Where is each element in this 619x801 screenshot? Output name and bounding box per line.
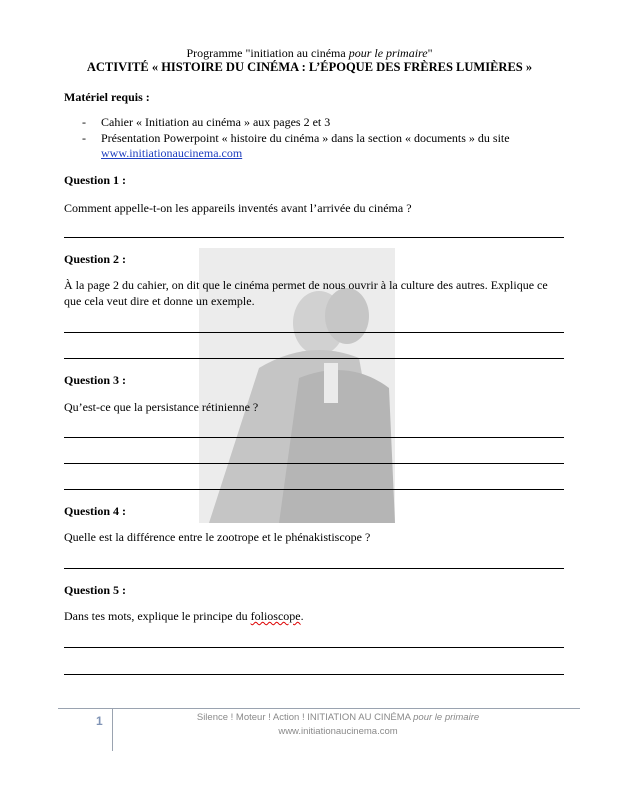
question-1-label: Question 1 : [64, 173, 127, 187]
question-1-text: Comment appelle-t-on les appareils inventés avant l’arrivée du cinéma ? [64, 201, 412, 215]
question-4-label: Question 4 : [64, 504, 127, 518]
question-2-text: À la page 2 du cahier, on dit que le cinéma permet de nous ouvrir à la culture des autres. Explique ce que cela veut dire et donne un exemple. [64, 278, 548, 308]
answer-line[interactable] [64, 674, 564, 675]
question-5-text-start: Dans tes mots, explique le principe du [64, 609, 251, 623]
answer-line[interactable] [64, 437, 564, 438]
activity-title: ACTIVITÉ « HISTOIRE DU CINÉMA : L’ÉPOQUE DES FRÈRES LUMIÈRES » [86, 60, 533, 74]
program-line-end: " [427, 46, 433, 60]
answer-line[interactable] [64, 568, 564, 569]
document-header [0, 46, 619, 74]
materials-item-text: Présentation Powerpoint « histoire du cinéma » dans la section « documents » du site [101, 131, 510, 145]
materials-list-item [82, 115, 510, 130]
materials-item-text: Cahier « Initiation au cinéma » aux pages 2 et 3 [101, 115, 331, 129]
program-line [0, 46, 619, 60]
page-number: 1 [96, 714, 103, 728]
question-2-label: Question 2 : [64, 252, 127, 266]
materials-list-item [82, 131, 510, 161]
footer-line-1 [113, 711, 563, 725]
materials-list [82, 115, 510, 161]
answer-line[interactable] [64, 332, 564, 333]
footer-website: www.initiationaucinema.com [278, 726, 398, 737]
bullet-dash: - [82, 131, 86, 145]
question-4-text: Quelle est la différence entre le zootrope et le phénakistiscope ? [64, 530, 371, 544]
website-link[interactable]: www.initiationaucinema.com [101, 146, 243, 160]
bullet-dash: - [82, 115, 86, 129]
answer-line[interactable] [64, 237, 564, 238]
question-5-text [64, 608, 556, 624]
question-5-label: Question 5 : [64, 583, 127, 597]
footer-text [113, 711, 563, 739]
program-line-text: Programme "initiation au cinéma [186, 46, 349, 60]
answer-line[interactable] [64, 647, 564, 648]
question-3-text: Qu’est-ce que la persistance rétinienne ? [64, 400, 259, 414]
spellcheck-word: folioscope [250, 609, 301, 623]
answer-line[interactable] [64, 463, 564, 464]
footer-divider [58, 708, 580, 709]
question-5-text-end: . [300, 609, 304, 623]
answer-line[interactable] [64, 489, 564, 490]
answer-line[interactable] [64, 358, 564, 359]
footer-line-1-text: Silence ! Moteur ! Action ! INITIATION AU CINÉMA [196, 712, 414, 723]
materials-heading: Matériel requis : [64, 90, 150, 104]
footer-line-1-italic: pour le primaire [413, 712, 480, 723]
program-line-italic: pour le primaire [348, 46, 428, 60]
question-3-label: Question 3 : [64, 373, 127, 387]
